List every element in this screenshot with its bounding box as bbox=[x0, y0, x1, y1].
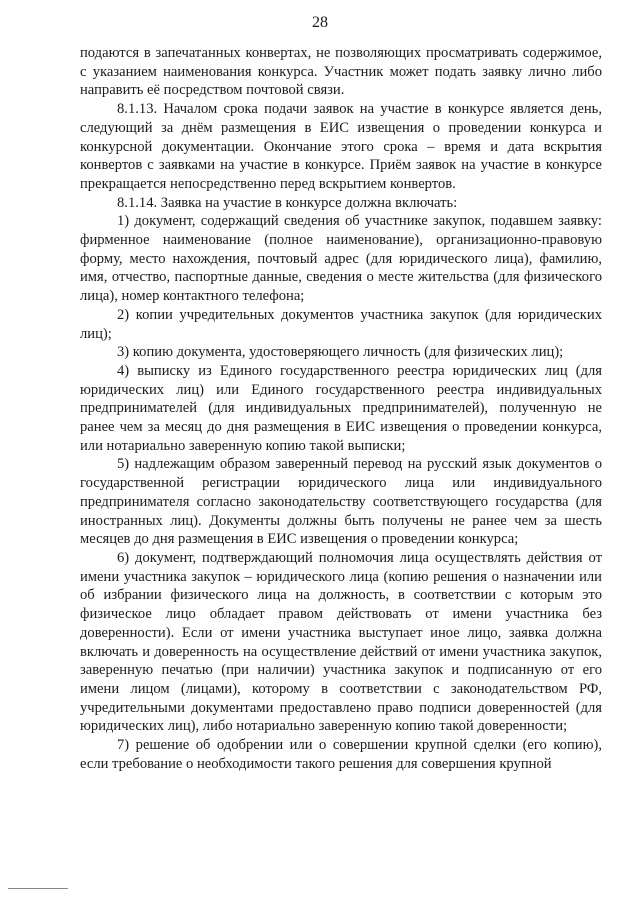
list-item-5: 5) надлежащим образом заверенный перевод на русский язык документов о государственной регистрации юридического лица или индивидуального предпринимателя согласно законодательству соответствующего государства (для иностранных лиц). Документы должны быть получены не ранее чем за шесть месяцев до дня размещения в ЕИС извещения о проведении конкурса; bbox=[80, 456, 602, 548]
list-item-6: 6) документ, подтверждающий полномочия лица осуществлять действия от имени участника закупок – юридического лица (копию решения о назначении или об избрании физического лица на должность, в соответствии с которым это физическое лицо обладает правом действовать от имени участника без доверенности). Если от имени участника выступает иное лицо, заявка должна включать и доверенность на осуществление действий от имени участника закупок, заверенную печатью (при наличии) участника закупок и подписанную от его имени лицом (лицами), которому в соответствии с законодательством РФ, учредительными документами предоставлено право подписи доверенностей (для юридических лиц), либо нотариально заверенную копию такой доверенности; bbox=[80, 549, 602, 735]
list-item-4: 4) выписку из Единого государственного реестра юридических лиц (для юридических лиц) или Единого государственного реестра индивидуальных предпринимателей (для индивидуальных предпринимателей), полученную не ранее чем за месяц до дня размещения в ЕИС извещения о проведении конкурса, или нотариально заверенную копию такой выписки; bbox=[80, 362, 602, 454]
paragraph-submission-envelopes: подаются в запечатанных конвертах, не позволяющих просматривать содержимое, с указанием наименования конкурса. Участник может подать заявку лично либо направить её посредством почтовой связи. bbox=[80, 45, 602, 99]
list-item-1: 1) документ, содержащий сведения об участнике закупок, подавшем заявку: фирменное наименование (полное наименование), организационно-правовую форму, место нахождения, почтовый адрес (для юридического лица), фамилию, имя, отчество, паспортные данные, сведения о месте жительства (для физического лица), номер контактного телефона; bbox=[80, 213, 602, 305]
page-number: 28 bbox=[312, 14, 328, 31]
list-item-2: 2) копии учредительных документов участника закупок (для юридических лиц); bbox=[80, 306, 602, 342]
list-item-7: 7) решение об одобрении или о совершении крупной сделки (его копию), если требование о необходимости такого решения для совершения крупной bbox=[80, 737, 602, 772]
paragraph-8-1-14: 8.1.14. Заявка на участие в конкурсе должна включать: bbox=[117, 194, 458, 211]
footer-divider bbox=[8, 888, 68, 889]
list-item-3: 3) копию документа, удостоверяющего личность (для физических лиц); bbox=[117, 344, 564, 361]
document-body bbox=[80, 44, 602, 773]
paragraph-8-1-13: 8.1.13. Началом срока подачи заявок на участие в конкурсе является день, следующий за днём размещения в ЕИС извещения о проведении конкурса и конкурсной документации. Окончание этого срока – время и дата вскрытия конвертов с заявками на участие в конкурсе. Приём заявок на участие в конкурсе прекращается непосредственно перед вскрытием конвертов. bbox=[80, 101, 602, 192]
